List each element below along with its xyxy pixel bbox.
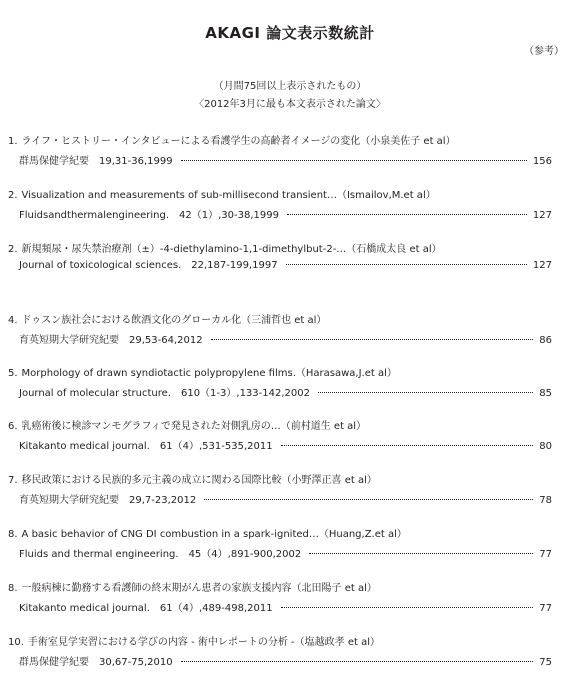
- entry-view-count: 80: [539, 441, 552, 452]
- dotted-leader: [181, 661, 534, 662]
- entry-title: Morphology of drawn syndiotactic polypropylene films.（Harasawa,J.et al）: [21, 368, 397, 379]
- dotted-leader: [286, 264, 527, 265]
- entry-citation: 19,31-36,1999: [99, 156, 173, 167]
- dotted-leader: [281, 445, 534, 446]
- entry-journal: Journal of toxicological sciences.: [19, 260, 182, 271]
- dotted-leader: [211, 339, 534, 340]
- entry-citation: 42（1）,30-38,1999: [179, 210, 279, 221]
- entry-rank: 7.: [8, 475, 18, 486]
- dotted-leader: [204, 499, 533, 500]
- entry-view-count: 77: [539, 549, 552, 560]
- entry-title: 移民政策における民族的多元主義の成立に関わる国際比較（小野澤正喜 et al）: [21, 475, 377, 486]
- entry-title: 新規頻尿・尿失禁治療剤（±）-4-diethylamino-1,1-dimethylbut-2-…（石橋成太良 et al）: [21, 244, 442, 255]
- entry-rank: 2.: [8, 190, 18, 201]
- entry-citation: 610（1-3）,133-142,2002: [180, 388, 310, 399]
- entry-rank: 10.: [8, 637, 24, 648]
- dotted-leader: [281, 607, 534, 608]
- entry-view-count: 127: [532, 260, 552, 271]
- entry-citation: 29,53-64,2012: [129, 335, 203, 346]
- entry-journal: 群馬保健学紀要: [19, 156, 89, 167]
- entry-view-count: 127: [532, 210, 552, 221]
- reference-note: （参考）: [524, 46, 564, 57]
- entry-rank: 8.: [8, 529, 18, 540]
- entry-title: Visualization and measurements of sub-millisecond transient…（Ismailov,M.et al）: [21, 190, 436, 201]
- dotted-leader: [287, 214, 527, 215]
- entry-citation: 29,7-23,2012: [129, 495, 197, 506]
- entry-title: A basic behavior of CNG DI combustion in a spark-ignited…（Huang,Z.et al）: [21, 529, 407, 540]
- entry-rank: 5.: [8, 368, 18, 379]
- entry-journal: 育英短期大学研究紀要: [19, 335, 119, 346]
- entry-journal: Kitakanto medical journal.: [19, 441, 150, 452]
- entry-journal: 育英短期大学研究紀要: [19, 495, 119, 506]
- entry-citation: 45（4）,891-900,2002: [188, 549, 302, 560]
- entry-view-count: 85: [539, 388, 552, 399]
- entry-journal: Fluids and thermal engineering.: [19, 549, 179, 560]
- entry-title: ライフ・ヒストリー・インタビューによる看護学生の高齢者イメージの変化（小泉美佐子 et al）: [21, 136, 456, 147]
- entry-title: 一般病棟に勤務する看護師の終末期がん患者の家族支援内容（北田陽子 et al）: [21, 583, 377, 594]
- entry-rank: 2.: [8, 244, 18, 255]
- entry-rank: 6.: [8, 421, 18, 432]
- entry-citation: 30,67-75,2010: [99, 657, 173, 668]
- entry-citation: 22,187-199,1997: [191, 260, 278, 271]
- entry-journal: 群馬保健学紀要: [19, 657, 89, 668]
- entry-citation: 61（4）,489-498,2011: [159, 603, 273, 614]
- dotted-leader: [318, 392, 533, 393]
- entry-rank: 4.: [8, 315, 18, 326]
- entry-citation: 61（4）,531-535,2011: [159, 441, 273, 452]
- entry-view-count: 77: [539, 603, 552, 614]
- subtitle-period: 〈2012年3月に最も本文表示された論文〉: [194, 99, 386, 110]
- entry-journal: Fluidsandthermalengineering.: [19, 210, 170, 221]
- page-title: AKAGI 論文表示数統計: [205, 24, 375, 42]
- entry-view-count: 156: [532, 156, 552, 167]
- entry-title: 乳癌術後に検診マンモグラフィで発見された対側乳房の…（前村道生 et al）: [21, 421, 367, 432]
- entry-title: 手術室見学実習における学びの内容 - 術中レポートの分析 -（塩越政孝 et al）: [27, 637, 380, 648]
- dotted-leader: [309, 553, 533, 554]
- entry-view-count: 78: [539, 495, 552, 506]
- entry-journal: Kitakanto medical journal.: [19, 603, 150, 614]
- subtitle-criteria: （月間75回以上表示されたもの）: [213, 81, 367, 92]
- entry-view-count: 86: [539, 335, 552, 346]
- entry-journal: Journal of molecular structure.: [19, 388, 171, 399]
- entry-view-count: 75: [539, 657, 552, 668]
- entry-title: ドゥスン族社会における飲酒文化のグローカル化（三浦哲也 et al）: [21, 315, 327, 326]
- entry-rank: 1.: [8, 136, 18, 147]
- entry-rank: 8.: [8, 583, 18, 594]
- dotted-leader: [181, 160, 527, 161]
